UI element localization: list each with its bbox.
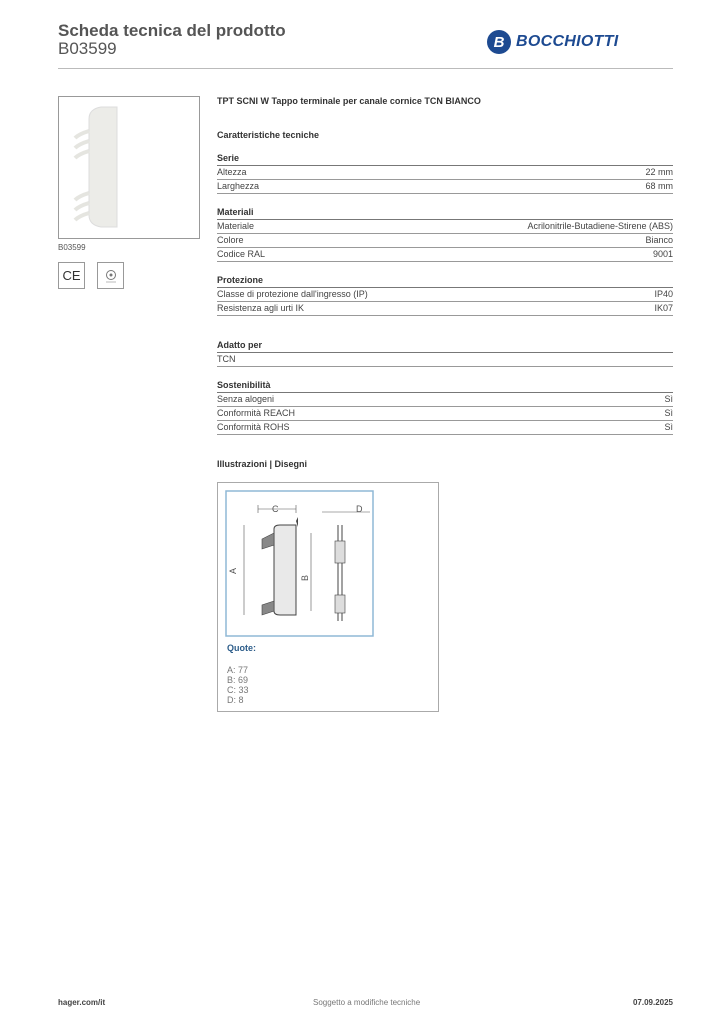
spec-value: 22 mm [645, 167, 673, 177]
footer-website: hager.com/it [58, 998, 106, 1007]
spec-row [217, 248, 673, 262]
brand-name: BOCCHIOTTI [516, 33, 619, 50]
product-title: TPT SCNI W Tappo terminale per canale cornice TCN BIANCO [217, 96, 481, 106]
spec-label: Conformità REACH [217, 408, 296, 418]
svg-text:B: B [493, 34, 505, 51]
spec-value: Sì [664, 422, 673, 432]
group-title: Sostenibilità [217, 380, 673, 393]
product-code: B03599 [58, 39, 117, 58]
spec-label: Resistenza agli urti IK [217, 303, 305, 313]
spec-row [217, 234, 673, 248]
spec-value: Sì [664, 394, 673, 404]
spec-label: Classe di protezione dall'ingresso (IP) [217, 289, 368, 299]
spec-row [217, 302, 673, 316]
spec-row [217, 353, 673, 367]
group-serie [217, 153, 673, 194]
product-image [58, 96, 200, 239]
illustrations-heading: Illustrazioni | Disegni [217, 459, 308, 469]
brand-b-icon [486, 29, 512, 55]
spec-row [217, 421, 673, 435]
dim-label-a: A [228, 567, 239, 575]
dim-label-d: D [356, 504, 363, 514]
ce-mark-icon: CE [58, 262, 85, 289]
group-sostenibilita [217, 380, 673, 435]
spec-label: Codice RAL [217, 249, 266, 259]
spec-value: Sì [664, 408, 673, 418]
quote-title: Quote: [227, 643, 256, 653]
spec-row [217, 407, 673, 421]
spec-label: Conformità ROHS [217, 422, 290, 432]
specs-heading: Caratteristiche tecniche [217, 130, 320, 140]
quality-mark-icon [97, 262, 124, 289]
spec-row [217, 166, 673, 180]
dim-label-b: B [300, 574, 311, 582]
spec-row [217, 220, 673, 234]
dimension-drawing-icon [218, 483, 438, 711]
quote-item: A: 77 [227, 665, 249, 675]
group-adatto-per [217, 340, 673, 367]
specs-panel [217, 96, 673, 469]
quote-list [227, 665, 249, 705]
spec-label: TCN [217, 354, 236, 364]
group-title: Serie [217, 153, 673, 166]
group-title: Materiali [217, 207, 673, 220]
spec-value: 68 mm [645, 181, 673, 191]
footer-note: Soggetto a modifiche tecniche [313, 998, 421, 1007]
dim-label-c: C [272, 504, 279, 514]
group-title: Adatto per [217, 340, 673, 353]
technical-drawing [217, 482, 439, 712]
image-caption: B03599 [58, 243, 86, 252]
spec-row [217, 288, 673, 302]
quote-item: C: 33 [227, 685, 249, 695]
spec-label: Senza alogeni [217, 394, 275, 404]
quote-item: D: 8 [227, 695, 244, 705]
spec-value: IP40 [654, 289, 673, 299]
footer-date: 07.09.2025 [632, 998, 673, 1007]
brand-logo [486, 29, 619, 55]
spec-label: Altezza [217, 167, 247, 177]
spec-row [217, 180, 673, 194]
spec-label: Larghezza [217, 181, 260, 191]
spec-value: Acrilonitrile-Butadiene-Stirene (ABS) [527, 221, 673, 231]
group-protezione [217, 275, 673, 316]
spec-value: IK07 [654, 303, 673, 313]
quote-item: B: 69 [227, 675, 249, 685]
spec-label: Materiale [217, 221, 255, 231]
page-title: Scheda tecnica del prodotto [58, 21, 286, 40]
spec-label: Colore [217, 235, 244, 245]
group-materiali [217, 207, 673, 262]
product-photo-icon [59, 97, 199, 238]
spec-value: Bianco [645, 235, 673, 245]
header-divider [58, 68, 673, 69]
group-title: Protezione [217, 275, 673, 288]
spec-value: 9001 [652, 249, 673, 259]
spec-row [217, 393, 673, 407]
